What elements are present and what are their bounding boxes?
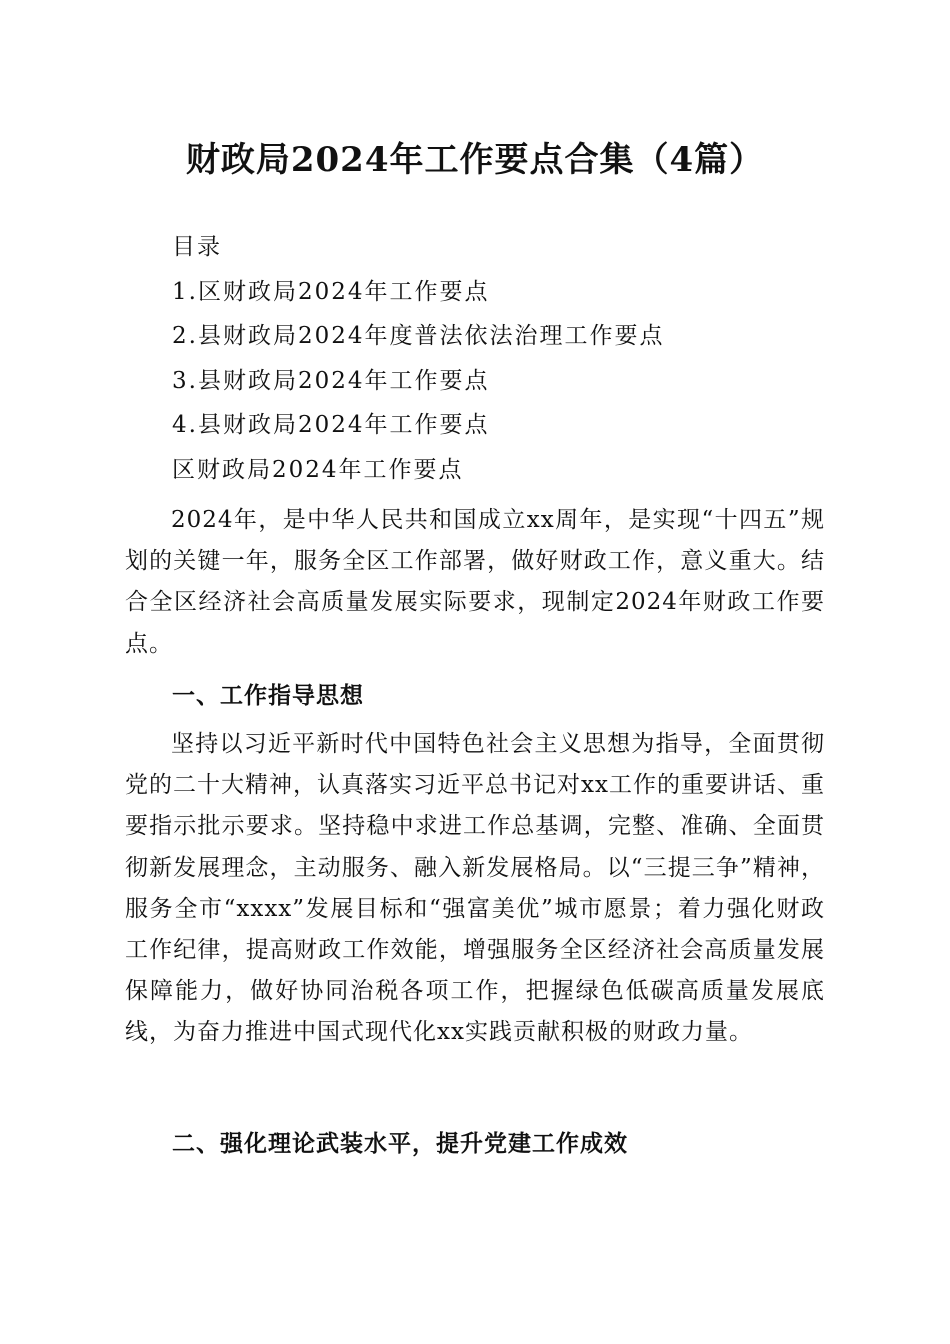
article-title: 区财政局2024年工作要点 <box>172 456 464 483</box>
section-two-heading: 二、强化理论武装水平，提升党建工作成效 <box>172 1131 628 1157</box>
intro-paragraph: 2024年，是中华人民共和国成立xx周年，是实现“十四五”规划的关键一年，服务全区工作部署，做好财政工作，意义重大。结合全区经济社会高质量发展实际要求，现制定2024年财政工作要点。 <box>125 507 825 657</box>
section-one-heading: 一、工作指导思想 <box>172 683 364 709</box>
toc-heading: 目录 <box>172 234 222 260</box>
section-one-paragraph: 坚持以习近平新时代中国特色社会主义思想为指导，全面贯彻党的二十大精神，认真落实习近平总书记对xx工作的重要讲话、重要指示批示要求。坚持稳中求进工作总基调，完整、准确、全面贯彻新发展理念，主动服务、融入新发展格局。以“三提三争”精神，服务全市“xxxx”发展目标和“强富美优”城市愿景；着力强化财政工作纪律，提高财政工作效能，增强服务全区经济社会高质量发展保障能力，做好协同治税各项工作，把握绿色低碳高质量发展底线，为奋力推进中国式现代化xx实践贡献积极的财政力量。 <box>125 731 825 1046</box>
toc-item: 2.县财政局2024年度普法依法治理工作要点 <box>172 323 665 350</box>
toc-item: 3.县财政局2024年工作要点 <box>172 367 490 394</box>
toc-item: 4.县财政局2024年工作要点 <box>172 412 490 439</box>
table-of-contents <box>172 232 872 500</box>
document-title: 财政局2024年工作要点合集（4篇） <box>185 140 765 180</box>
toc-item: 1.区财政局2024年工作要点 <box>172 278 490 305</box>
